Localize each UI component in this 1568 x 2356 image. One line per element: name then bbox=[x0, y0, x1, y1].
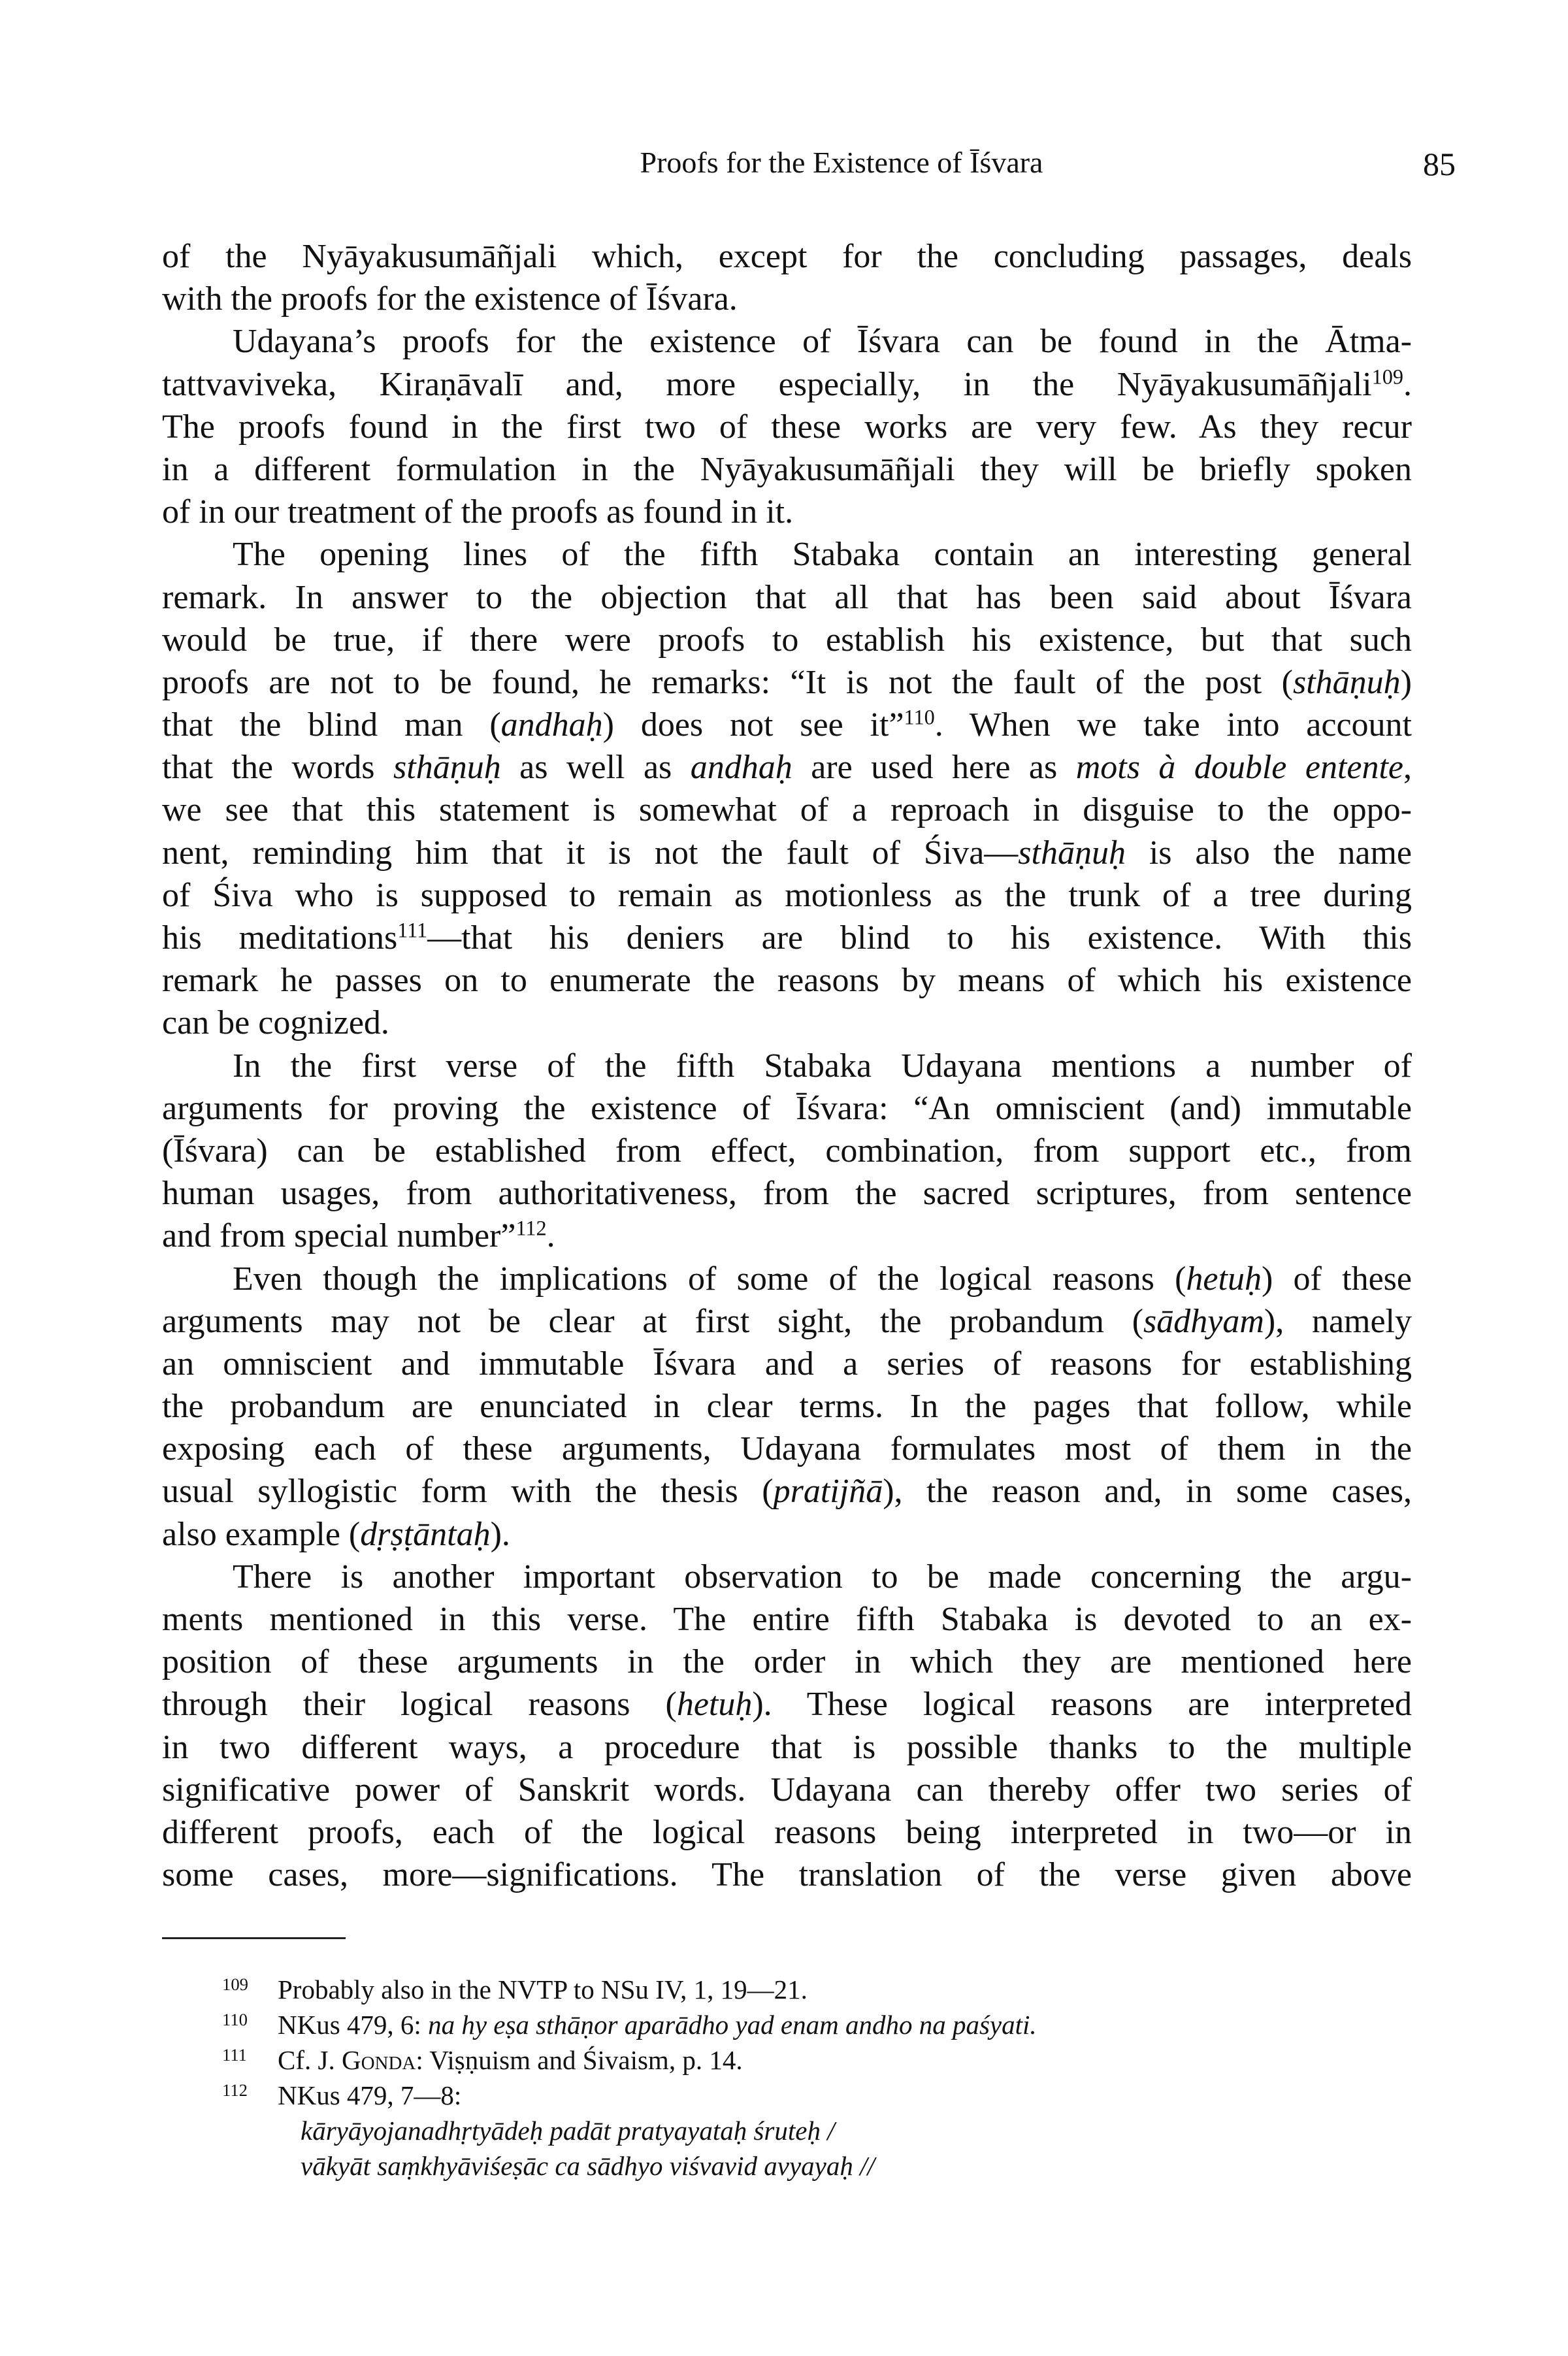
footnote-reference: 110 bbox=[904, 705, 935, 729]
footnote-reference: 109 bbox=[1371, 364, 1403, 388]
text-run: ). bbox=[490, 1515, 510, 1553]
italic-text: dṛṣṭāntaḥ bbox=[360, 1515, 491, 1553]
text-line bbox=[162, 1045, 1412, 1087]
text-run: Even though the implications of some of the logical reasons ( bbox=[233, 1260, 1186, 1298]
text-run: ) does not see it” bbox=[602, 706, 904, 744]
italic-text: hetuḥ bbox=[676, 1686, 753, 1724]
text-line bbox=[162, 1002, 1412, 1044]
text-line bbox=[162, 533, 1412, 576]
text-run: arguments for proving the existence of Īśvara: “An omniscient (and) immutable bbox=[162, 1089, 1412, 1127]
text-run: of the Nyāyakusumāñjali which, except for the concluding passages, deals bbox=[162, 238, 1412, 275]
text-line bbox=[162, 448, 1412, 491]
footnote-verse-line bbox=[222, 2113, 1398, 2148]
text-line bbox=[162, 235, 1412, 278]
body-text bbox=[162, 235, 1412, 1896]
footnote-reference: 111 bbox=[397, 918, 428, 942]
italic-text: andhaḥ bbox=[500, 706, 603, 744]
running-title: Proofs for the Existence of Īśvara bbox=[640, 146, 1043, 179]
text-run: The proofs found in the first two of these works are very few. As they recur bbox=[162, 408, 1412, 446]
footnote-reference: 112 bbox=[515, 1216, 547, 1240]
footnote: 110 NKus 479, 6: na hy eṣa sthāṇor aparādho yad enam andho na paśyati. bbox=[222, 2009, 1037, 2040]
text-line bbox=[162, 789, 1412, 831]
text-line bbox=[162, 1087, 1412, 1130]
running-header bbox=[162, 145, 1456, 191]
text-run: are used here as bbox=[792, 749, 1076, 787]
italic-text: sādhyam bbox=[1143, 1302, 1264, 1340]
text-line bbox=[162, 1811, 1412, 1854]
text-run: Probably also in the NVTP to NSu IV, 1, 19—21. bbox=[278, 1974, 808, 2004]
text-run: that the words bbox=[162, 749, 394, 787]
text-run: of in our treatment of the proofs as found in it. bbox=[162, 493, 794, 531]
text-run: (Īśvara) can be established from effect, combination, from support etc., from bbox=[162, 1132, 1412, 1170]
text-line bbox=[162, 363, 1412, 406]
text-run: in a different formulation in the Nyāyakusumāñjali they will be briefly spoken bbox=[162, 450, 1412, 488]
text-run: some cases, more—significations. The translation of the verse given above bbox=[162, 1856, 1412, 1894]
text-run: can be cognized. bbox=[162, 1004, 389, 1042]
italic-text: mots à double entente bbox=[1075, 749, 1403, 787]
text-line bbox=[162, 661, 1412, 704]
page-number: 85 bbox=[1423, 146, 1456, 182]
text-run: Gonda bbox=[341, 2045, 416, 2075]
text-line bbox=[162, 1428, 1412, 1470]
text-run: with the proofs for the existence of Īśvara. bbox=[162, 280, 738, 318]
footnotes bbox=[222, 1972, 1398, 2184]
text-run: position of these arguments in the order in which they are mentioned here bbox=[162, 1643, 1412, 1681]
footnote: 111 Cf. J. Gonda: Viṣṇuism and Śivaism, p. 14. bbox=[222, 2044, 743, 2075]
footnote-verse-line bbox=[222, 2148, 1398, 2184]
text-run: proofs are not to be found, he remarks: “It is not the fault of the post ( bbox=[162, 663, 1293, 701]
italic-text: pratijñā bbox=[773, 1473, 883, 1511]
text-line bbox=[162, 1258, 1412, 1300]
text-run: tattvaviveka, Kiraṇāvalī and, more especially, in the Nyāyakusumāñjali bbox=[162, 365, 1372, 403]
text-run: NKus 479, 6: bbox=[278, 2010, 429, 2040]
text-line bbox=[162, 746, 1412, 789]
text-line bbox=[162, 1343, 1412, 1385]
text-run: that the blind man ( bbox=[162, 706, 501, 744]
text-run: ). These logical reasons are interpreted bbox=[752, 1686, 1412, 1724]
text-run: There is another important observation to be made concerning the argu- bbox=[233, 1558, 1412, 1595]
text-run: an omniscient and immutable Īśvara and a series of reasons for establishing bbox=[162, 1345, 1412, 1383]
text-line bbox=[162, 1598, 1412, 1641]
text-line bbox=[162, 1215, 1412, 1257]
text-line bbox=[162, 1726, 1412, 1769]
text-line bbox=[162, 1470, 1412, 1513]
text-run: significative power of Sanskrit words. Udayana can thereby offer two series of bbox=[162, 1771, 1412, 1808]
text-run: In the first verse of the fifth Stabaka Udayana mentions a number of bbox=[233, 1047, 1412, 1085]
text-run: ), namely bbox=[1264, 1302, 1412, 1340]
text-run: also example ( bbox=[162, 1515, 361, 1553]
text-line bbox=[162, 619, 1412, 661]
text-run: ments mentioned in this verse. The entire fifth Stabaka is devoted to an ex- bbox=[162, 1601, 1412, 1638]
text-run: as well as bbox=[500, 749, 691, 787]
text-line bbox=[162, 1130, 1412, 1172]
text-run: vākyāt saṃkhyāviśeṣāc ca sādhyo viśvavid avyayaḥ // bbox=[301, 2151, 875, 2181]
text-line bbox=[162, 1385, 1412, 1428]
text-run: . When we take into account bbox=[934, 706, 1412, 744]
text-run: usual syllogistic form with the thesis ( bbox=[162, 1473, 774, 1511]
text-run: arguments may not be clear at first sight, the probandum ( bbox=[162, 1302, 1144, 1340]
text-run: —that his deniers are blind to his existence. With this bbox=[427, 919, 1412, 957]
text-run: and from special number” bbox=[162, 1217, 516, 1255]
text-line bbox=[162, 874, 1412, 917]
text-run: through their logical reasons ( bbox=[162, 1686, 677, 1724]
text-line bbox=[162, 1172, 1412, 1215]
text-run: remark he passes on to enumerate the reasons by means of which his existence bbox=[162, 962, 1412, 1000]
text-line bbox=[162, 1556, 1412, 1598]
text-line bbox=[162, 704, 1412, 746]
text-line bbox=[162, 1854, 1412, 1896]
text-run: is also the name bbox=[1125, 834, 1412, 872]
italic-text: hetuḥ bbox=[1186, 1260, 1262, 1298]
text-run: . bbox=[1403, 365, 1412, 403]
text-line bbox=[162, 1683, 1412, 1726]
text-line bbox=[162, 1300, 1412, 1343]
text-run: the probandum are enunciated in clear terms. In the pages that follow, while bbox=[162, 1388, 1412, 1426]
text-run: : Viṣṇuism and Śivaism, p. 14. bbox=[416, 2045, 743, 2075]
text-line bbox=[162, 832, 1412, 874]
text-line bbox=[162, 576, 1412, 619]
text-line bbox=[162, 406, 1412, 448]
text-run: The opening lines of the fifth Stabaka contain an interesting general bbox=[233, 536, 1412, 574]
text-run: of Śiva who is supposed to remain as motionless as the trunk of a tree during bbox=[162, 876, 1412, 914]
footnote: 109 Probably also in the NVTP to NSu IV, 1, 19—21. bbox=[222, 1974, 808, 2004]
text-line bbox=[162, 917, 1412, 959]
footnote: 112 NKus 479, 7—8: bbox=[222, 2080, 462, 2110]
italic-text: andhaḥ bbox=[690, 749, 792, 787]
text-line bbox=[162, 320, 1412, 363]
text-run: remark. In answer to the objection that all that has been said about Īśvara bbox=[162, 578, 1412, 616]
text-line bbox=[162, 1641, 1412, 1683]
text-run: his meditations bbox=[162, 919, 398, 957]
italic-text: sthāṇuḥ bbox=[1018, 834, 1126, 872]
text-run: NKus 479, 7—8: bbox=[278, 2080, 462, 2110]
footnote-separator bbox=[162, 1937, 346, 1939]
italic-text: na hy eṣa sthāṇor aparādho yad enam andho na paśyati. bbox=[428, 2010, 1037, 2040]
italic-text: sthāṇuḥ bbox=[1292, 663, 1401, 701]
text-run: kāryāyojanadhṛtyādeḥ padāt pratyayataḥ śruteḥ / bbox=[301, 2116, 835, 2146]
text-line bbox=[162, 491, 1412, 533]
text-run: ) bbox=[1400, 663, 1412, 701]
text-run: . bbox=[546, 1217, 555, 1255]
text-run: in two different ways, a procedure that is possible thanks to the multiple bbox=[162, 1728, 1412, 1766]
text-run: we see that this statement is somewhat of a reproach in disguise to the oppo- bbox=[162, 791, 1412, 829]
text-line bbox=[162, 959, 1412, 1002]
text-run: nent, reminding him that it is not the fault of Śiva— bbox=[162, 834, 1019, 872]
text-run: would be true, if there were proofs to establish his existence, but that such bbox=[162, 621, 1412, 659]
text-run: ), the reason and, in some cases, bbox=[883, 1473, 1413, 1511]
italic-text: sthāṇuḥ bbox=[393, 749, 501, 787]
text-run: different proofs, each of the logical reasons being interpreted in two—or in bbox=[162, 1813, 1412, 1851]
text-line bbox=[162, 1769, 1412, 1811]
text-line bbox=[162, 278, 1412, 320]
text-run: , bbox=[1403, 749, 1412, 787]
text-run: ) of these bbox=[1261, 1260, 1412, 1298]
text-run: Cf. J. bbox=[278, 2045, 342, 2075]
text-run: Udayana’s proofs for the existence of Īśvara can be found in the Ātma- bbox=[233, 323, 1412, 361]
text-line bbox=[162, 1513, 1412, 1556]
text-run: exposing each of these arguments, Udayana formulates most of them in the bbox=[162, 1430, 1412, 1468]
text-run: human usages, from authoritativeness, from the sacred scriptures, from sentence bbox=[162, 1175, 1412, 1213]
